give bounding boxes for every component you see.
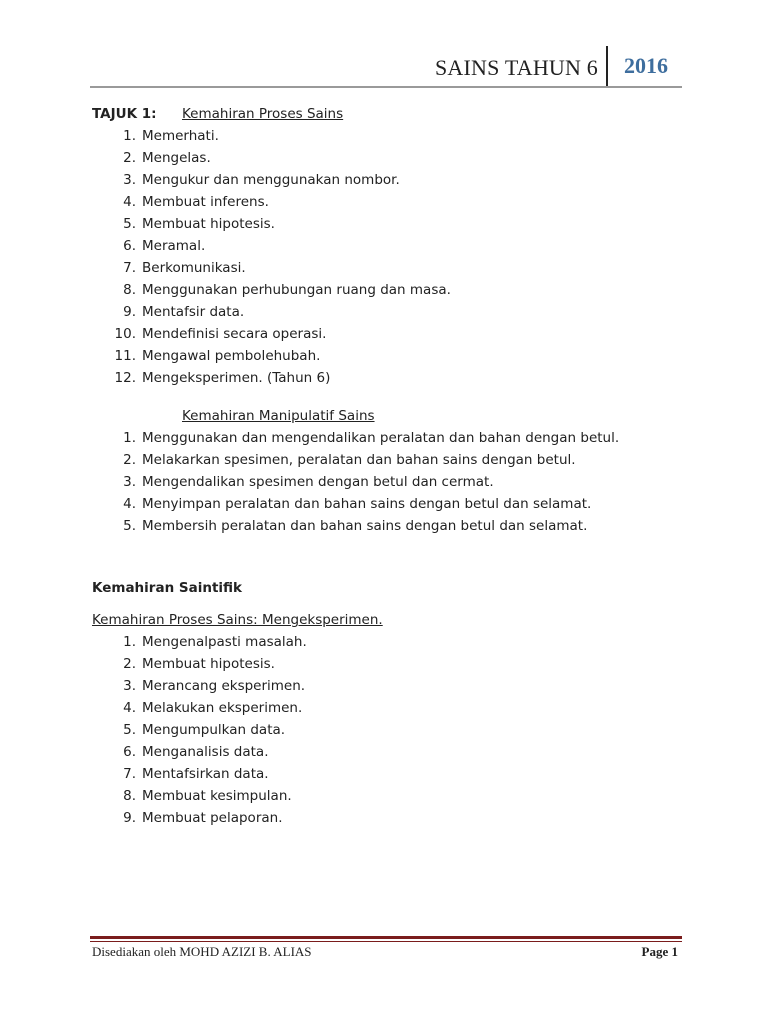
scientific-heading: Kemahiran Saintifik [92,580,243,596]
list-number: 5. [123,722,136,738]
list-text: Menganalisis data. [142,744,269,760]
header-year: 2016 [624,53,668,78]
list-item [92,653,682,675]
list-text: Mengendalikan spesimen dengan betul dan cermat. [142,474,494,490]
footer-author: Disediakan oleh MOHD AZIZI B. ALIAS [92,944,312,959]
list-text: Memerhati. [142,128,219,144]
list-number: 4. [123,194,136,210]
list-text: Menggunakan dan mengendalikan peralatan dan bahan dengan betul. [142,430,620,446]
list-item [92,515,682,537]
experiment-steps-list [92,631,682,829]
page-content [92,103,682,829]
list-number: 6. [123,744,136,760]
list-number: 9. [123,304,136,320]
list-text: Mengelas. [142,150,211,166]
list-text: Menyimpan peralatan dan bahan sains dengan betul dan selamat. [142,496,592,512]
list-text: Membuat hipotesis. [142,216,275,232]
list-text: Berkomunikasi. [142,260,246,276]
list-number: 5. [123,518,136,534]
list-text: Membersih peralatan dan bahan sains dengan betul dan selamat. [142,518,588,534]
list-number: 6. [123,238,136,254]
topic-label: TAJUK 1: [92,106,157,122]
list-text: Mengenalpasti masalah. [142,634,307,650]
list-item [92,301,682,323]
list-number: 3. [123,474,136,490]
list-text: Mengeksperimen. (Tahun 6) [142,370,331,386]
list-item [92,213,682,235]
footer-rule [90,936,682,939]
list-text: Merancang eksperimen. [142,678,306,694]
list-number: 9. [123,810,136,826]
list-item [92,785,682,807]
list-item [92,719,682,741]
list-text: Mentafsir data. [142,304,245,320]
list-text: Meramal. [142,238,206,254]
list-number: 1. [123,634,136,650]
list-number: 2. [123,656,136,672]
list-number: 3. [123,172,136,188]
footer-rule-thin [90,941,682,942]
list-item [92,741,682,763]
list-text: Mendefinisi secara operasi. [142,326,327,342]
list-item [92,125,682,147]
list-text: Menggunakan perhubungan ruang dan masa. [142,282,451,298]
footer-page-number: Page 1 [641,944,678,959]
list-number: 7. [123,766,136,782]
list-number: 4. [123,496,136,512]
list-item [92,367,682,389]
topic-title: Kemahiran Proses Sains [182,106,344,122]
list-item [92,345,682,367]
list-number: 3. [123,678,136,694]
list-item [92,631,682,653]
scientific-subheading: Kemahiran Proses Sains: Mengeksperimen. [92,612,383,628]
list-number: 7. [123,260,136,276]
list-text: Melakarkan spesimen, peralatan dan bahan sains dengan betul. [142,452,576,468]
list-number: 8. [123,788,136,804]
list-item [92,257,682,279]
header-title: SAINS TAHUN 6 [434,55,598,80]
list-text: Membuat hipotesis. [142,656,275,672]
list-item [92,235,682,257]
manipulative-skills-list [92,427,682,537]
list-item [92,323,682,345]
header-rule [90,86,682,88]
list-number: 1. [123,128,136,144]
manipulative-title: Kemahiran Manipulatif Sains [182,408,375,424]
list-number: 4. [123,700,136,716]
list-item [92,449,682,471]
list-number: 2. [123,452,136,468]
list-item [92,191,682,213]
list-item [92,279,682,301]
list-number: 5. [123,216,136,232]
list-item [92,427,682,449]
list-text: Mengumpulkan data. [142,722,286,738]
list-item [92,493,682,515]
list-item [92,169,682,191]
list-text: Mentafsirkan data. [142,766,269,782]
list-item [92,807,682,829]
list-item [92,763,682,785]
list-text: Mengukur dan menggunakan nombor. [142,172,400,188]
list-text: Melakukan eksperimen. [142,700,303,716]
page-header [90,44,682,86]
list-number: 2. [123,150,136,166]
list-number: 10. [114,326,136,342]
list-item [92,471,682,493]
list-item [92,675,682,697]
list-item [92,147,682,169]
process-skills-list [92,125,682,389]
list-number: 1. [123,430,136,446]
list-item [92,697,682,719]
list-number: 11. [114,348,136,364]
list-text: Membuat inferens. [142,194,269,210]
list-text: Membuat pelaporan. [142,810,283,826]
list-text: Membuat kesimpulan. [142,788,292,804]
topic-line [92,103,682,125]
list-number: 12. [114,370,136,386]
list-number: 8. [123,282,136,298]
header-separator [606,46,608,88]
list-text: Mengawal pembolehubah. [142,348,321,364]
